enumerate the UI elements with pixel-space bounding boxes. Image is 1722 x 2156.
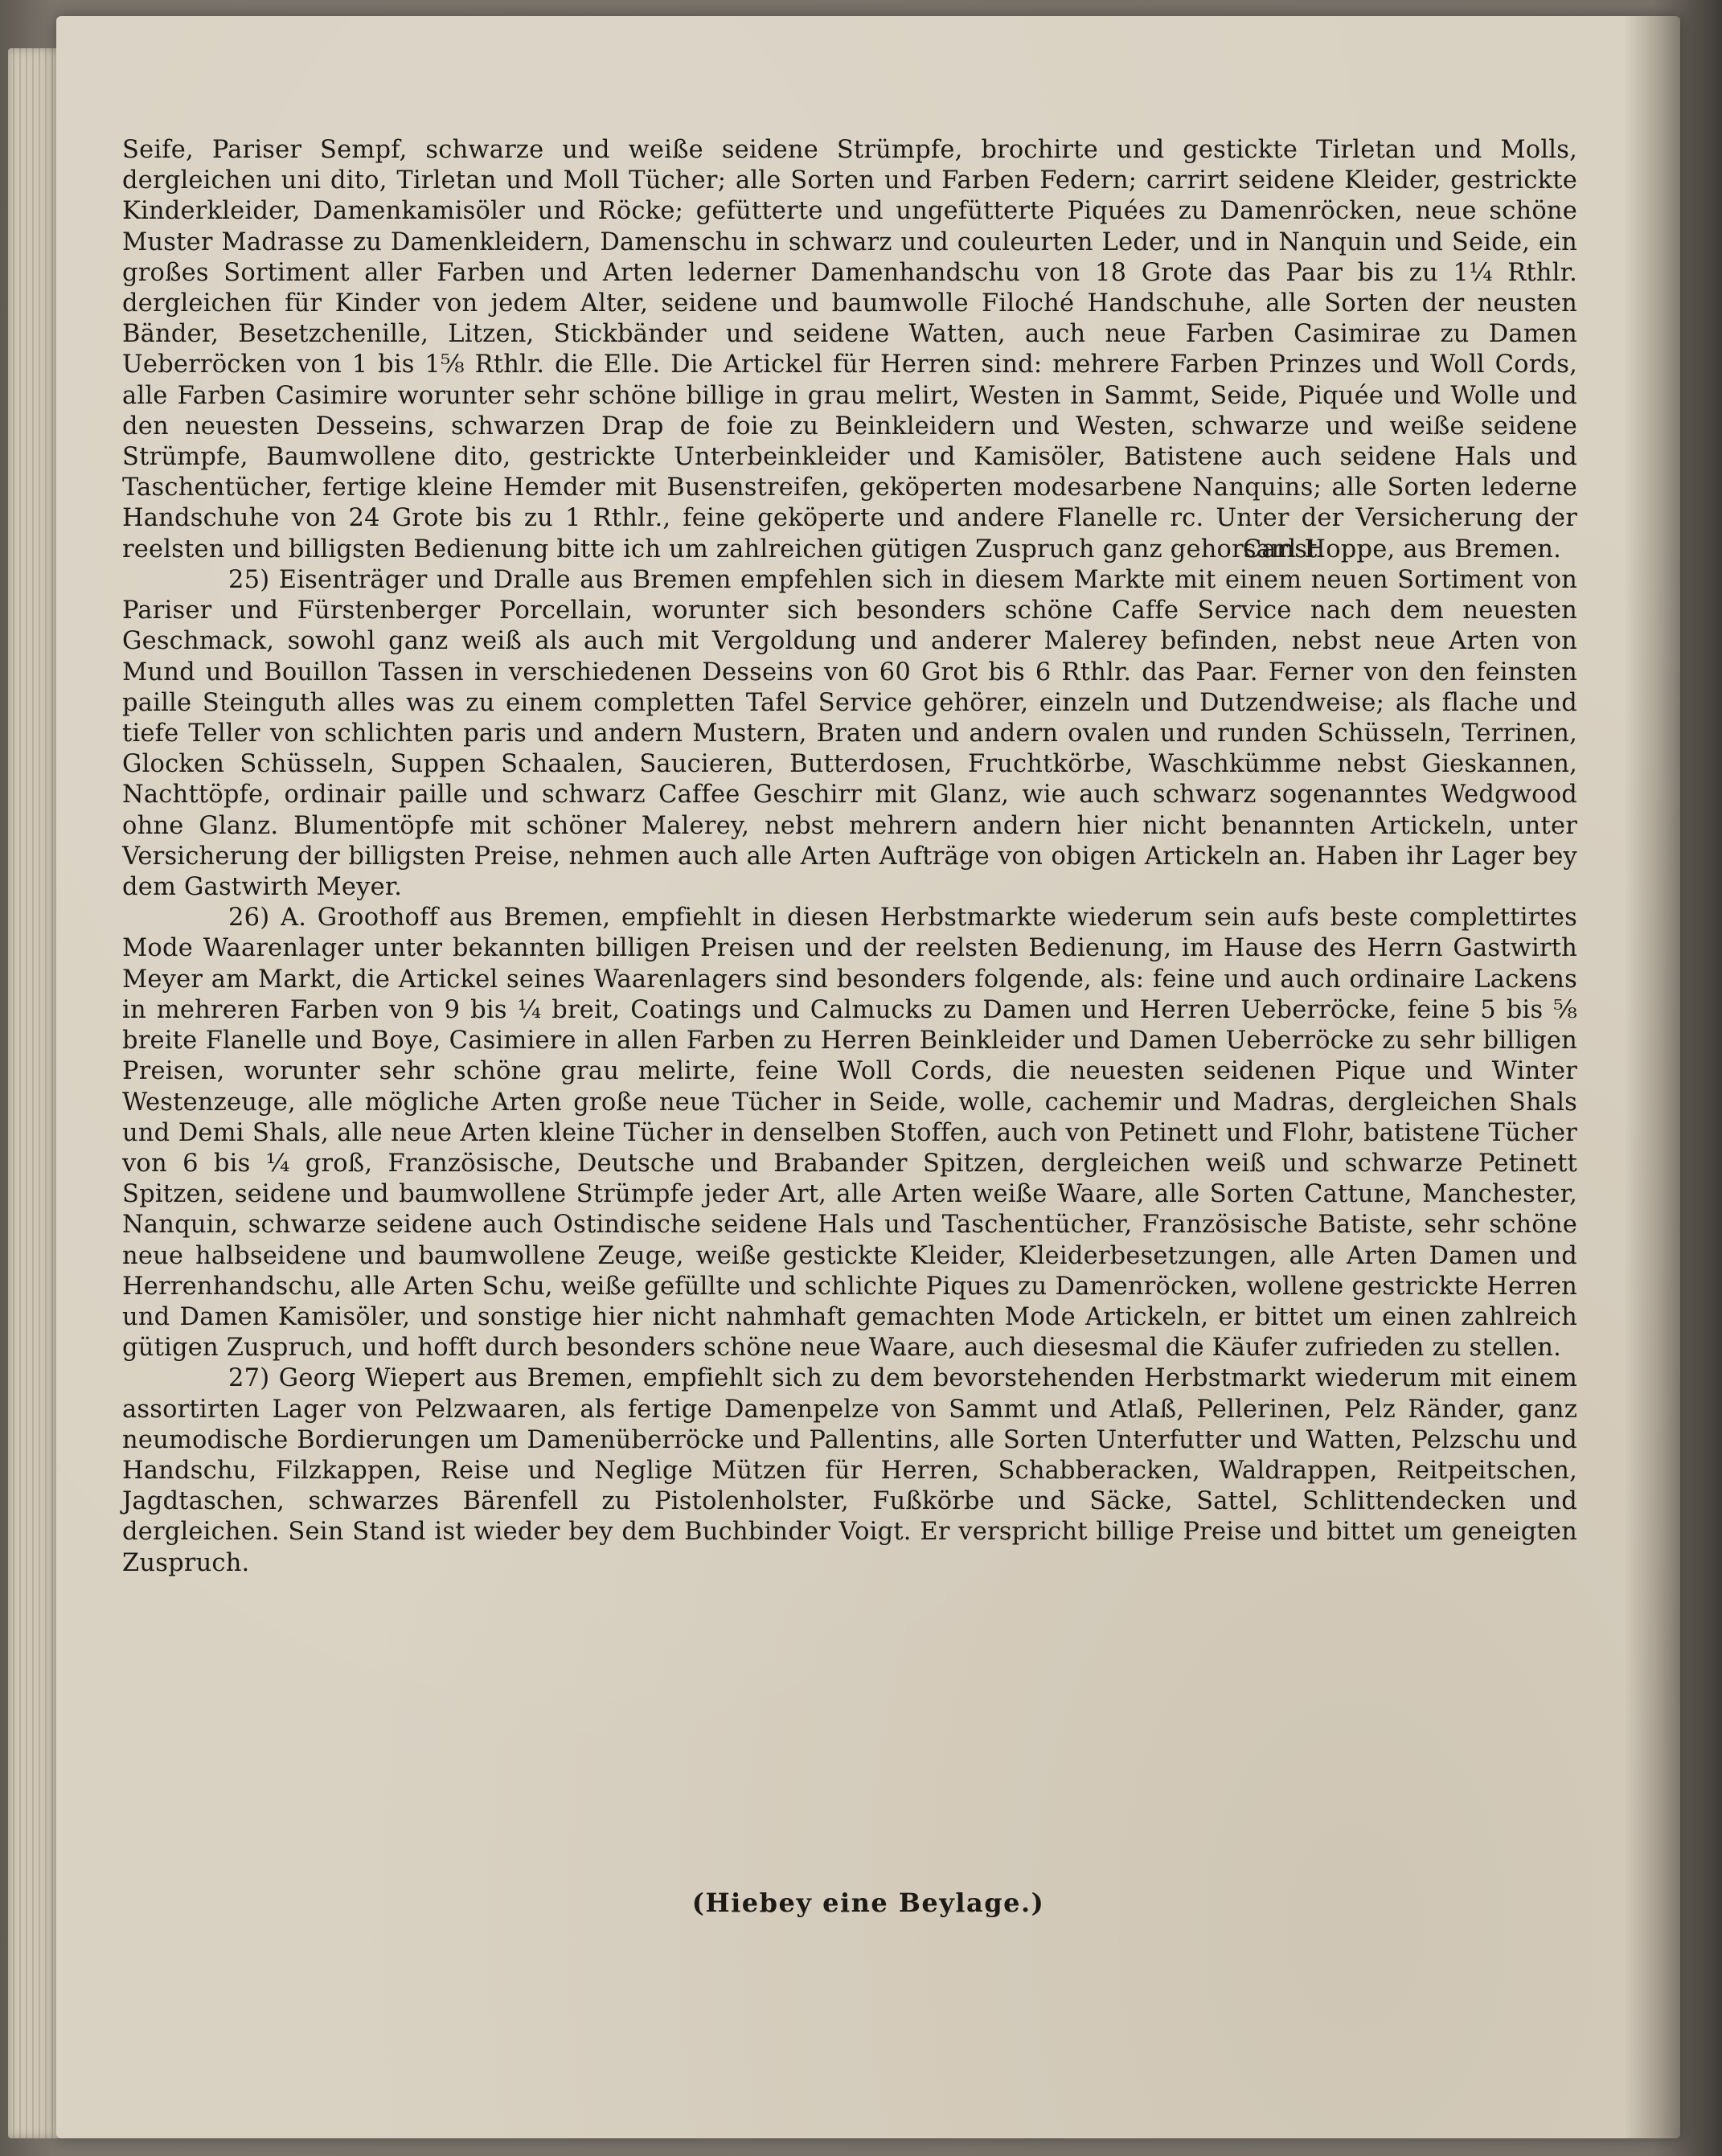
paragraph-hoppe (122, 135, 1577, 565)
paragraph-hoppe-text: Seife, Pariser Sempf, schwarze und weiße seidene Strümpfe, brochirte und gestickte Tirletan und Molls, dergleichen uni dito, Tirletan und Moll Tücher; alle Sorten und Farben Federn; carrirt seidene Kleider, gestrickte Kinderkleider, Damenkamisöler und Röcke; gefütterte und ungefütterte Piquées zu Damenröcken, neue schöne Muster Madrasse zu Damenkleidern, Damenschu in schwarz und couleurten Leder, und in Nanquin und Seide, ein großes Sortiment aller Farben und Arten lederner Damenhandschu von 18 Grote das Paar bis zu 1¼ Rthlr. dergleichen für Kinder von jedem Alter, seidene und baumwolle Filoché Handschuhe, alle Sorten der neusten Bänder, Besetzchenille, Litzen, Stickbänder und seidene Watten, auch neue Farben Casimirae zu Damen Ueberröcken von 1 bis 1⅝ Rthlr. die Elle. Die Artickel für Herren sind: mehrere Farben Prinzes und Woll Cords, alle Farben Casimire worunter sehr schöne billige in grau melirt, Westen in Sammt, Seide, Piquée und Wolle und den neuesten Desseins, schwarzen Drap de foie zu Beinkleidern und Westen, schwarze und weiße seidene Strümpfe, Baumwollene dito, gestrickte Unterbeinkleider und Kamisöler, Batistene auch seidene Hals und Taschentücher, fertige kleine Hemder mit Busenstreifen, geköperten modesarbene Nanquins; alle Sorten lederne Handschuhe von 24 Grote bis zu 1 Rthlr., feine geköperte und andere Flanelle rc. Unter der Versicherung der reelsten und billigsten Bedienung bitte ich um zahlreichen gütigen Zuspruch ganz gehorsamst. (122, 136, 1577, 564)
paragraph-27 (122, 1363, 1577, 1578)
article-text (122, 135, 1577, 1579)
paragraph-27-text: 27) Georg Wiepert aus Bremen, empfiehlt sich zu dem bevorstehenden Herbstmarkt wiederum mit einem assortirten Lager von Pelzwaaren, als fertige Damenpelze von Sammt und Atlaß, Pellerinen, Pelz Ränder, ganz neumodische Bordierungen um Damenüberröcke und Pallentins, alle Sorten Unterfutter und Watten, Pelzschu und Handschu, Filzkappen, Reise und Neglige Mützen für Herren, Schabberacken, Waldrappen, Reitpeitschen, Jagdtaschen, schwarzes Bärenfell zu Pistolenholster, Fußkörbe und Säcke, Sattel, Schlittendecken und dergleichen. Sein Stand ist wieder bey dem Buchbinder Voigt. Er verspricht billige Preise und bittet um geneigten Zuspruch. (122, 1364, 1577, 1577)
binding-shadow (1624, 16, 1680, 2138)
paragraph-25 (122, 565, 1577, 903)
paragraph-26-text: 26) A. Groothoff aus Bremen, empfiehlt in diesen Herbstmarkte wiederum sein aufs beste complettirtes Mode Waarenlager unter bekannten billigen Preisen und der reelsten Bedienung, im Hause des Herrn Gastwirth Meyer am Markt, die Artickel seines Waarenlagers sind besonders folgende, als: feine und auch ordinaire Lackens in mehreren Farben von 9 bis ¼ breit, Coatings und Calmucks zu Damen und Herren Ueberröcke, feine 5 bis ⅝ breite Flanelle und Boye, Casimiere in allen Farben zu Herren Beinkleider und Damen Ueberröcke zu sehr billigen Preisen, worunter sehr schöne grau melirte, feine Woll Cords, die neuesten seidenen Pique und Winter Westenzeuge, alle mögliche Arten große neue Tücher in Seide, wolle, cachemir und Madras, dergleichen Shals und Demi Shals, alle neue Arten kleine Tücher in denselben Stoffen, auch von Petinett und Flohr, batistene Tücher von 6 bis ¼ groß, Französische, Deutsche und Brabander Spitzen, dergleichen weiß und schwarze Petinett Spitzen, seidene und baumwollene Strümpfe jeder Art, alle Arten weiße Waare, alle Sorten Cattune, Manchester, Nanquin, schwarze seidene auch Ostindische seidene Hals und Taschentücher, Französische Batiste, sehr schöne neue halbseidene und baumwollene Zeuge, weiße gestickte Kleider, Kleiderbesetzungen, alle Arten Damen und Herrenhandschu, alle Arten Schu, weiße gefüllte und schlichte Piques zu Damenröcken, wollene gestrickte Herren und Damen Kamisöler, und sonstige hier nicht nahmhaft gemachten Mode Artickeln, er bittet um einen zahlreich gütigen Zuspruch, und hofft durch besonders schöne neue Waare, auch diesesmal die Käufer zufrieden zu stellen. (122, 904, 1577, 1363)
supplement-note: (Hiebey eine Beylage.) (691, 1888, 1045, 1918)
signature-hoppe: Carl Hoppe, aus Bremen. (1242, 535, 1561, 564)
paragraph-26 (122, 903, 1577, 1363)
paragraph-25-text: 25) Eisenträger und Dralle aus Bremen empfehlen sich in diesem Markte mit einem neuen Sortiment von Pariser und Fürstenberger Porcellain, worunter sich besonders schöne Caffe Service nach dem neuesten Geschmack, sowohl ganz weiß als auch mit Vergoldung und anderer Malerey befinden, nebst neue Arten von Mund und Bouillon Tassen in verschiedenen Desseins von 60 Grot bis 6 Rthlr. das Paar. Ferner von den feinsten paille Steinguth alles was zu einem completten Tafel Service gehörer, einzeln und Dutzendweise; als flache und tiefe Teller von schlichten paris und andern Mustern, Braten und andern ovalen und runden Schüsseln, Terrinen, Glocken Schüsseln, Suppen Schaalen, Saucieren, Butterdosen, Fruchtkörbe, Waschkümme nebst Gieskannen, Nachttöpfe, ordinair paille und schwarz Caffee Geschirr mit Glanz, wie auch schwarz sogenanntes Wedgwood ohne Glanz. Blumentöpfe mit schöner Malerey, nebst mehrern andern hier nicht benannten Artickeln, unter Versicherung der billigsten Preise, nehmen auch alle Arten Aufträge von obigen Artickeln an. Haben ihr Lager bey dem Gastwirth Meyer. (122, 566, 1577, 902)
